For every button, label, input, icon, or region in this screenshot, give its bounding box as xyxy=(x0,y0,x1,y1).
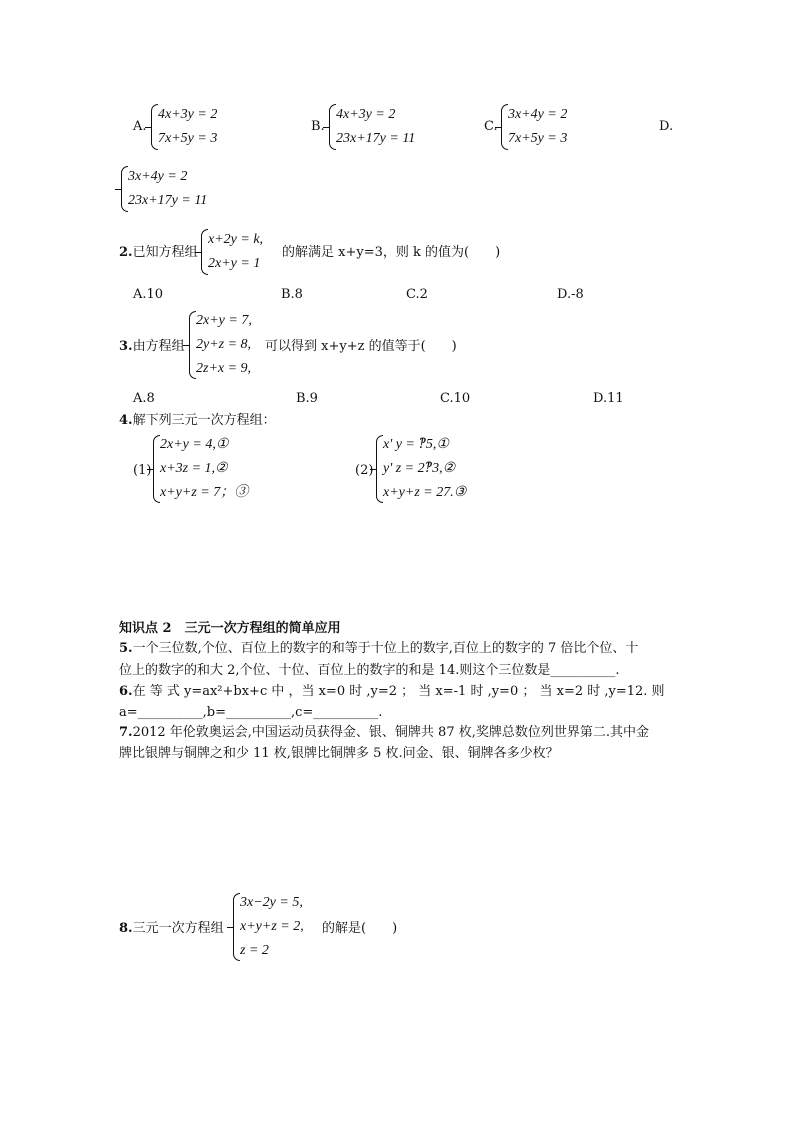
q8-suffix: 的解是( ) xyxy=(322,921,398,936)
q5-line1 xyxy=(119,641,638,657)
q2-option-d: D.-8 xyxy=(557,287,584,302)
brace xyxy=(501,104,508,150)
q3-number: 3. xyxy=(119,339,133,354)
q4-sys2-label: (2) xyxy=(355,463,374,478)
q2-option-b: B.8 xyxy=(281,287,303,302)
q3-suffix: 可以得到 x+y+z 的值等于( ) xyxy=(265,339,457,354)
q3-option-d: D.11 xyxy=(593,391,624,406)
q2-option-a: A.10 xyxy=(133,287,164,302)
q7-text-line1: 2012 年伦敦奥运会,中国运动员获得金、银、铜牌共 87 枚,奖牌总数位列世界第二.其中金 xyxy=(132,725,649,740)
q4-sys1-eq2: x+3z = 1,② xyxy=(160,461,228,476)
q3-option-a: A.8 xyxy=(133,391,155,406)
brace xyxy=(201,229,208,275)
q2-stem xyxy=(119,245,198,261)
brace xyxy=(189,311,196,379)
q5-line2: 位上的数字的和大 2,个位、十位、百位上的数字的和是 14.则这个三位数是__________. xyxy=(119,663,620,678)
q8-prefix: 三元一次方程组 xyxy=(132,921,224,936)
q4-sys2-eq3: x+y+z = 27.③ xyxy=(383,485,467,500)
q3-eq1: 2x+y = 7, xyxy=(196,313,252,328)
q6-number: 6. xyxy=(119,684,133,699)
q3-stem xyxy=(119,339,185,355)
q4-stem xyxy=(119,413,276,429)
q8-eq1: 3x−2y = 5, xyxy=(240,895,303,910)
q4-sys1-eq3: x+y+z = 7；③ xyxy=(160,485,249,500)
brace xyxy=(151,104,158,150)
q4-sys2-eq1: x' y = ‽5,① xyxy=(383,437,449,452)
q8-eq2: x+y+z = 2, xyxy=(240,919,304,934)
brace xyxy=(121,166,128,212)
q4-number: 4. xyxy=(119,413,133,428)
q7-number: 7. xyxy=(119,725,133,740)
q2-eq1: x+2y = k, xyxy=(208,232,264,247)
q3-eq2: 2y+z = 8, xyxy=(196,337,252,352)
q8-eq3: z = 2 xyxy=(240,943,269,958)
q1-option-b-label: B. xyxy=(311,119,325,134)
brace xyxy=(153,435,160,503)
q8-number: 8. xyxy=(119,921,133,936)
q6-line2: a=__________,b=__________,c=__________. xyxy=(119,705,383,720)
q1-option-d-eq1: 3x+4y = 2 xyxy=(128,169,188,184)
q4-sys1-label: (1) xyxy=(133,463,152,478)
q1-option-b-eq2: 23x+17y = 11 xyxy=(336,131,416,146)
q6-text-line1: 在 等 式 y=ax²+bx+c 中 ，当 x=0 时 ,y=2 ； 当 x=-1 时 ,y=0 ； 当 x=2 时 ,y=12. 则 xyxy=(132,684,665,699)
section-2-title: 知识点 2 三元一次方程组的简单应用 xyxy=(119,621,341,636)
q2-prefix: 已知方程组 xyxy=(132,245,198,260)
q1-option-a-eq2: 7x+5y = 3 xyxy=(158,131,218,146)
q1-option-d-eq2: 23x+17y = 11 xyxy=(128,193,208,208)
q1-option-c-eq2: 7x+5y = 3 xyxy=(508,131,568,146)
q6-line1 xyxy=(119,684,665,700)
q2-suffix: 的解满足 x+y=3，则 k 的值为( ) xyxy=(282,245,501,260)
q3-option-b: B.9 xyxy=(296,391,318,406)
q7-line1 xyxy=(119,725,649,741)
q1-option-a-label: A. xyxy=(133,119,147,134)
q3-option-c: C.10 xyxy=(440,391,471,406)
q3-eq3: 2z+x = 9, xyxy=(196,361,252,376)
q2-number: 2. xyxy=(119,245,133,260)
brace xyxy=(233,893,240,961)
q2-eq2: 2x+y = 1 xyxy=(208,256,261,271)
q8-stem xyxy=(119,921,224,937)
q5-number: 5. xyxy=(119,641,133,656)
q7-line2: 牌比银牌与铜牌之和少 11 枚,银牌比铜牌多 5 枚.问金、银、铜牌各多少枚？ xyxy=(119,746,559,761)
brace xyxy=(329,104,336,150)
q5-text-line1: 一个三位数,个位、百位上的数字的和等于十位上的数字,百位上的数字的 7 倍比个位、十 xyxy=(132,641,639,656)
q4-sys1-eq1: 2x+y = 4,① xyxy=(160,437,229,452)
q1-option-c-eq1: 3x+4y = 2 xyxy=(508,107,568,122)
brace xyxy=(376,435,383,503)
q1-option-b-eq1: 4x+3y = 2 xyxy=(336,107,396,122)
q4-text: 解下列三元一次方程组： xyxy=(132,413,276,428)
q1-option-d-label: D. xyxy=(659,119,674,134)
q2-option-c: C.2 xyxy=(406,287,428,302)
q1-option-a-eq1: 4x+3y = 2 xyxy=(158,107,218,122)
q4-sys2-eq2: y' z = 2‽3,② xyxy=(383,461,456,476)
q1-option-c-label: C. xyxy=(484,119,498,134)
q3-prefix: 由方程组 xyxy=(132,339,185,354)
